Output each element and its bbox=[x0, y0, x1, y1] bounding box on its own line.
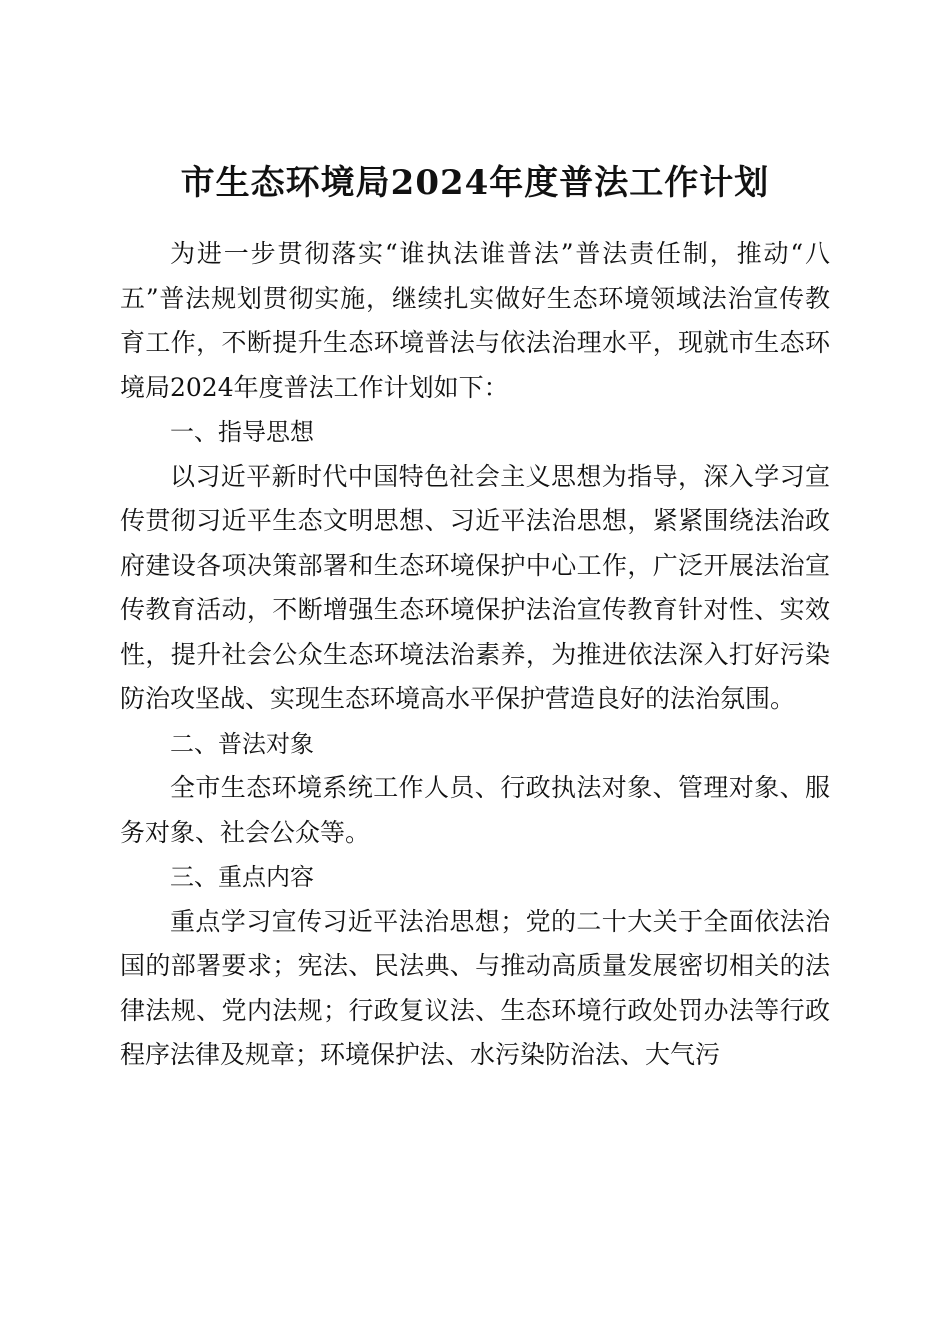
section-heading-guiding-ideology: 一、指导思想 bbox=[170, 418, 314, 446]
section-body-target-audience: 全市生态环境系统工作人员、行政执法对象、管理对象、服务对象、社会公众等。 bbox=[120, 773, 830, 847]
section-heading-target-audience: 二、普法对象 bbox=[170, 729, 314, 758]
section-heading-key-content: 三、重点内容 bbox=[170, 863, 314, 891]
section-body-key-content: 重点学习宣传习近平法治思想；党的二十大关于全面依法治国的部署要求；宪法、民法典、与推动高质量发展密切相关的法律法规、党内法规；行政复议法、生态环境行政处罚办法等行政程序法律及规章；环境保护法、水污染防治法、大气污 bbox=[120, 906, 830, 1069]
section-body-guiding-ideology: 以习近平新时代中国特色社会主义思想为指导，深入学习宣传贯彻习近平生态文明思想、习近平法治思想，紧紧围绕法治政府建设各项决策部署和生态环境保护中心工作，广泛开展法治宣传教育活动，不断增强生态环境保护法治宣传教育针对性、实效性，提升社会公众生态环境法治素养，为推进依法深入打好污染防治攻坚战、实现生态环境高水平保护营造良好的法治氛围。 bbox=[120, 461, 830, 713]
document-body bbox=[120, 232, 830, 1078]
intro-paragraph: 为进一步贯彻落实“谁执法谁普法”普法责任制，推动“八五”普法规划贯彻实施，继续扎实做好生态环境领域法治宣传教育工作，不断提升生态环境普法与依法治理水平，现就市生态环境局2024年度普法工作计划如下： bbox=[120, 239, 830, 402]
document-title: 市生态环境局2024年度普法工作计划 bbox=[180, 162, 770, 203]
